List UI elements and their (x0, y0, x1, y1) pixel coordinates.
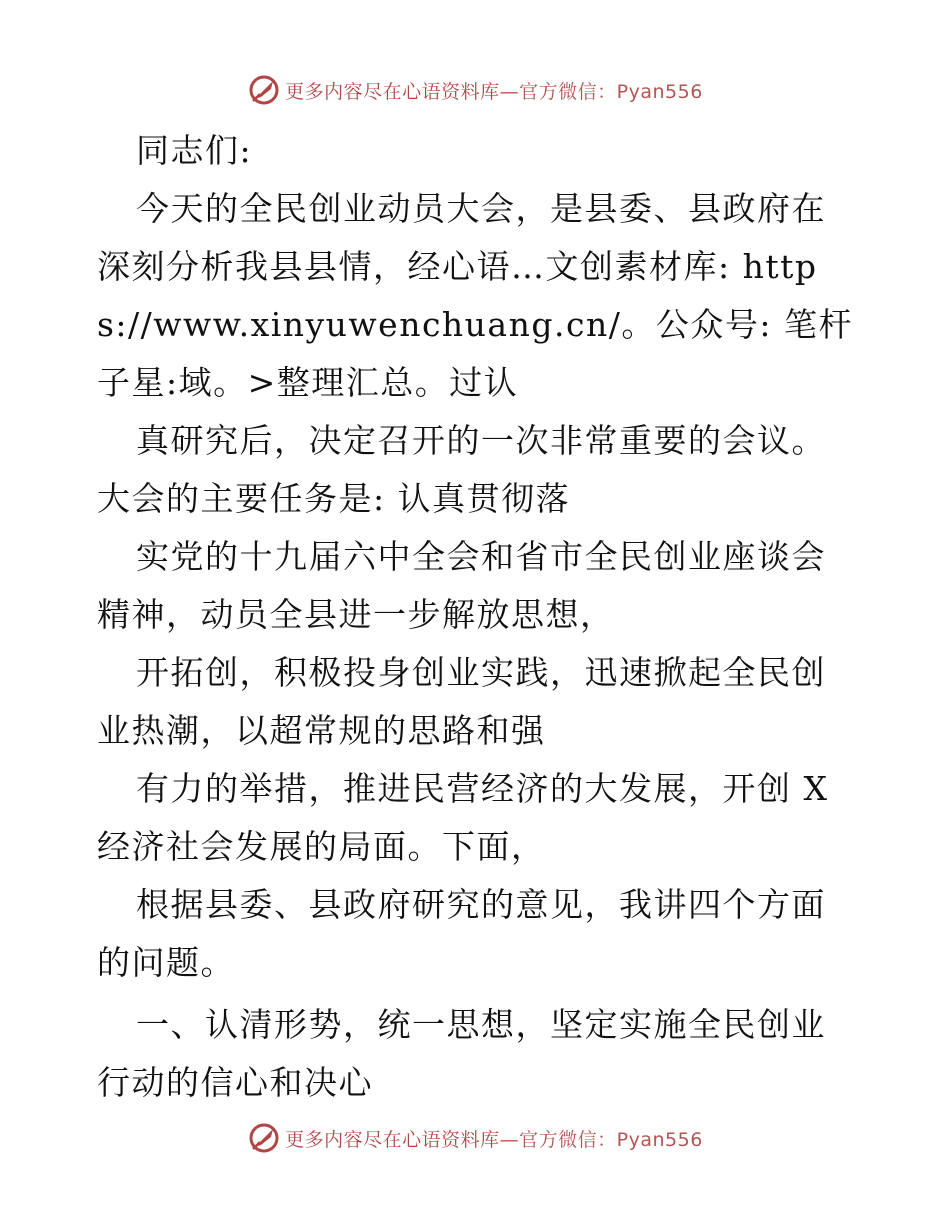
watermark-main: 更多内容尽在心语资料库 (285, 80, 500, 103)
paragraph-1: 今天的全民创业动员大会，是县委、县政府在深刻分析我县县情，经心语…文创素材库: https://www.xinyuwenchuang.cn/。公众号: 笔杆子星:域。>整理汇总。过认 (97, 189, 853, 402)
watermark-wechat: 官方微信：Pyan556 (519, 80, 703, 103)
section-heading-1: 一、认清形势，统一思想，坚定实施全民创业行动的信心和决心 (97, 1005, 826, 1102)
footer-watermark (0, 1118, 950, 1158)
paragraph-4: 开拓创，积极投身创业实践，迅速掀起全民创业热潮，以超常规的思路和强 (97, 653, 826, 750)
watermark-main: 更多内容尽在心语资料库 (285, 1128, 500, 1151)
header-watermark (0, 70, 950, 110)
watermark-wechat: 官方微信：Pyan556 (519, 1128, 703, 1151)
paragraph-2: 真研究后，决定召开的一次非常重要的会议。大会的主要任务是: 认真贯彻落 (97, 421, 826, 518)
paragraph-5: 有力的举措，推进民营经济的大发展，开创 X 经济社会发展的局面。下面， (97, 769, 829, 866)
paragraph-6: 根据县委、县政府研究的意见，我讲四个方面的问题。 (97, 885, 826, 982)
quill-logo-icon (247, 73, 281, 107)
watermark-separator: — (499, 1128, 520, 1151)
paragraph-3: 实党的十九届六中全会和省市全民创业座谈会精神，动员全县进一步解放思想， (97, 537, 826, 634)
paragraph-greeting: 同志们: (136, 131, 253, 170)
watermark-separator: — (499, 80, 520, 103)
quill-logo-icon (247, 1121, 281, 1155)
